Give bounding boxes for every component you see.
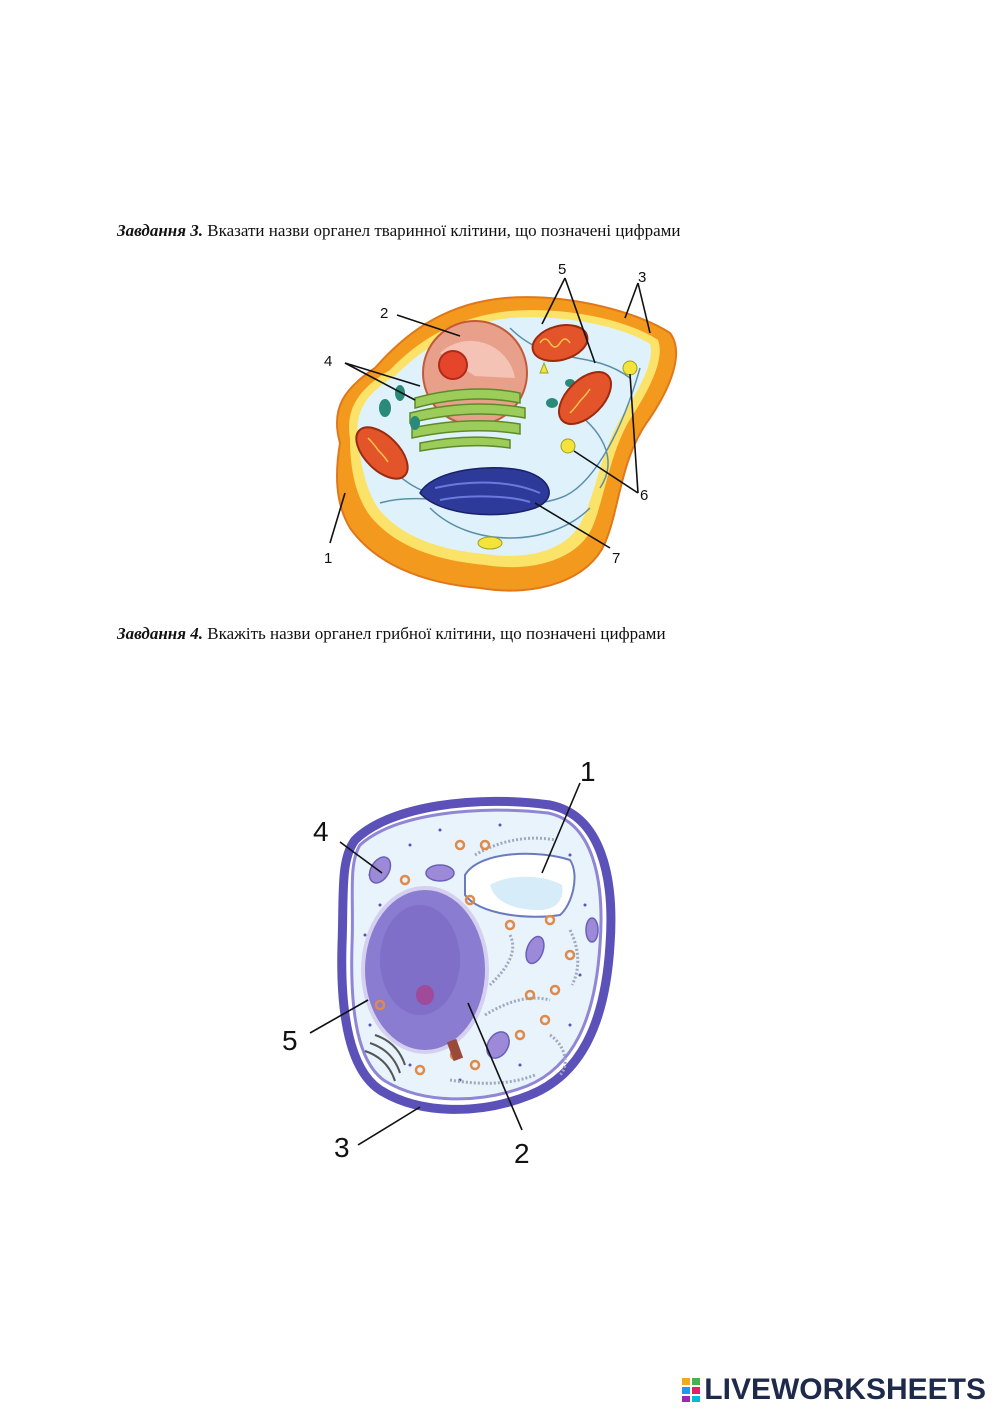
animal-label-6: 6 — [640, 487, 649, 504]
animal-label-4: 4 — [324, 353, 333, 370]
nucleolus — [439, 351, 467, 379]
fungal-label-4: 4 — [313, 816, 329, 847]
animal-label-5: 5 — [558, 261, 567, 278]
task-3-label: Завдання 3. — [117, 221, 203, 240]
liveworksheets-logo[interactable] — [682, 1374, 986, 1406]
animal-label-2: 2 — [380, 305, 389, 322]
task-4-label: Завдання 4. — [117, 624, 203, 643]
animal-label-7: 7 — [612, 550, 621, 567]
animal-cell-diagram — [320, 258, 680, 603]
task-4-text: Вкажіть назви органел грибної клітини, що позначені цифрами — [203, 624, 666, 643]
fungal-label-2: 2 — [514, 1138, 530, 1169]
task-3-instruction — [117, 221, 681, 241]
fungal-label-3: 3 — [334, 1132, 350, 1163]
nucleolus — [416, 985, 434, 1005]
fungal-label-1: 1 — [580, 756, 596, 787]
animal-label-1: 1 — [324, 550, 333, 567]
fungal-label-5: 5 — [282, 1025, 298, 1056]
task-4-instruction — [117, 624, 666, 644]
task-3-text: Вказати назви органел тваринної клітини, що позначені цифрами — [203, 221, 681, 240]
animal-label-3: 3 — [638, 269, 647, 286]
liveworksheets-logo-text: LIVEWORKSHEETS — [704, 1373, 986, 1406]
fungal-cell-diagram — [280, 745, 620, 1175]
liveworksheets-logo-icon — [682, 1378, 700, 1402]
